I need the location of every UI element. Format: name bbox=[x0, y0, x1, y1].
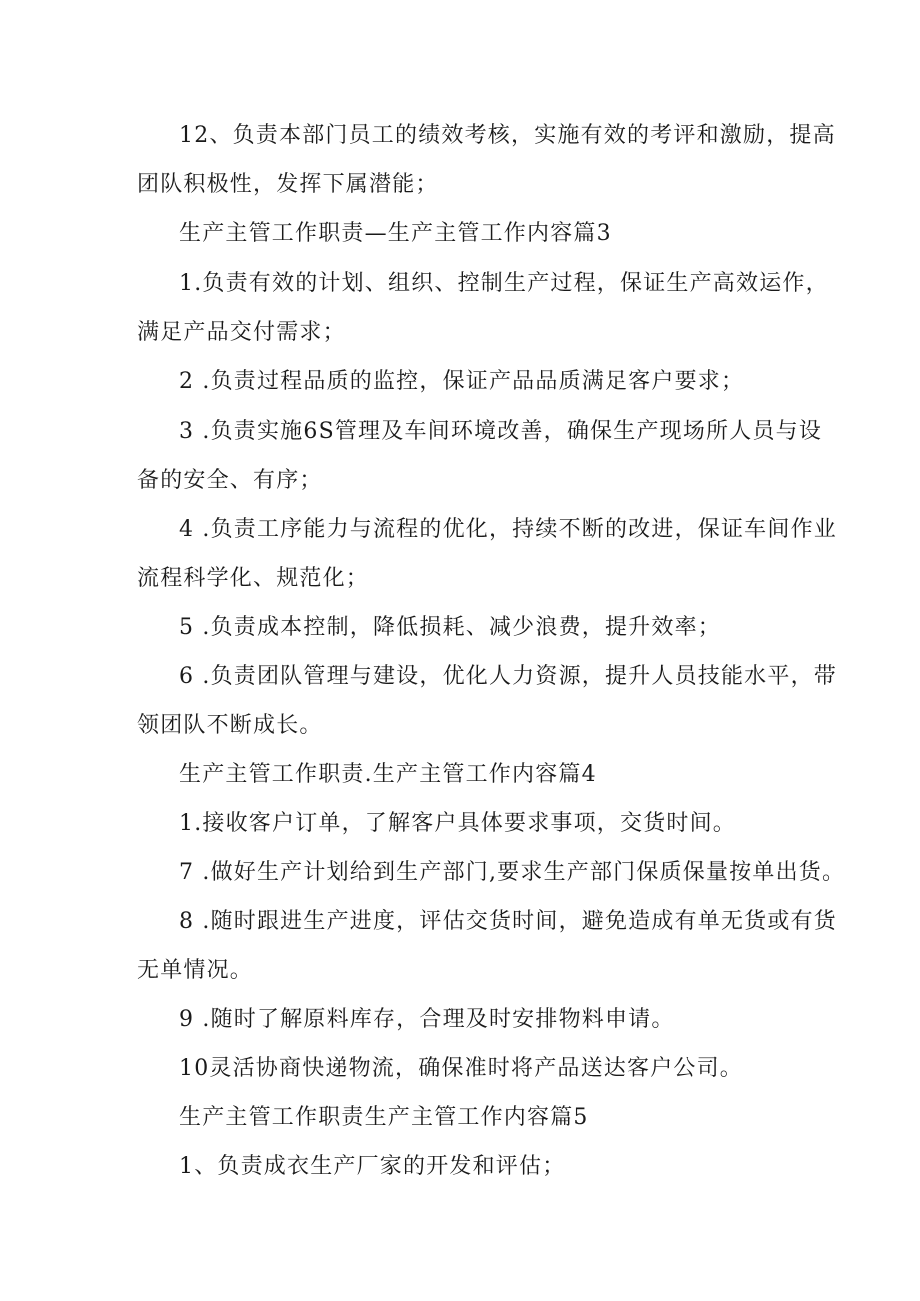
text-line-22: 1、负责成衣生产厂家的开发和评估； bbox=[179, 1154, 566, 1179]
text-line-19: 9 .随时了解原料库存，合理及时安排物料申请。 bbox=[179, 1007, 675, 1032]
section-heading-3: 生产主管工作职责—生产主管工作内容篇3 bbox=[179, 221, 612, 246]
section-heading-4: 生产主管工作职责.生产主管工作内容篇4 bbox=[179, 762, 597, 787]
text-line-2: 团队积极性，发挥下属潜能； bbox=[137, 172, 439, 197]
text-line-15: 1.接收客户订单，了解客户具体要求事项，交货时间。 bbox=[179, 811, 736, 836]
text-line-1: 12、负责本部门员工的绩效考核，实施有效的考评和激励，提高 bbox=[179, 123, 836, 148]
text-line-12: 6 .负责团队管理与建设，优化人力资源，提升人员技能水平，带 bbox=[179, 664, 837, 689]
section-heading-5: 生产主管工作职责生产主管工作内容篇5 bbox=[179, 1105, 589, 1130]
text-line-13: 领团队不断成长。 bbox=[137, 713, 323, 738]
text-line-18: 无单情况。 bbox=[137, 958, 254, 983]
text-line-6: 2 .负责过程品质的监控，保证产品品质满足客户要求； bbox=[179, 369, 745, 394]
text-line-5: 满足产品交付需求； bbox=[137, 320, 346, 345]
text-line-7: 3 .负责实施6S管理及车间环境改善，确保生产现场所人员与设 bbox=[179, 419, 823, 444]
text-line-20: 10灵活协商快递物流，确保准时将产品送达客户公司。 bbox=[179, 1056, 743, 1081]
text-line-11: 5 .负责成本控制，降低损耗、减少浪费，提升效率； bbox=[179, 615, 721, 640]
text-line-9: 4 .负责工序能力与流程的优化，持续不断的改进，保证车间作业 bbox=[179, 517, 837, 542]
text-line-17: 8 .随时跟进生产进度，评估交货时间，避免造成有单无货或有货 bbox=[179, 909, 837, 934]
text-line-8: 备的安全、有序； bbox=[137, 468, 323, 493]
text-line-10: 流程科学化、规范化； bbox=[137, 566, 370, 591]
text-line-4: 1.负责有效的计划、组织、控制生产过程，保证生产高效运作， bbox=[179, 271, 829, 296]
text-line-16: 7 .做好生产计划给到生产部门,要求生产部门保质保量按单出货。 bbox=[179, 860, 846, 885]
